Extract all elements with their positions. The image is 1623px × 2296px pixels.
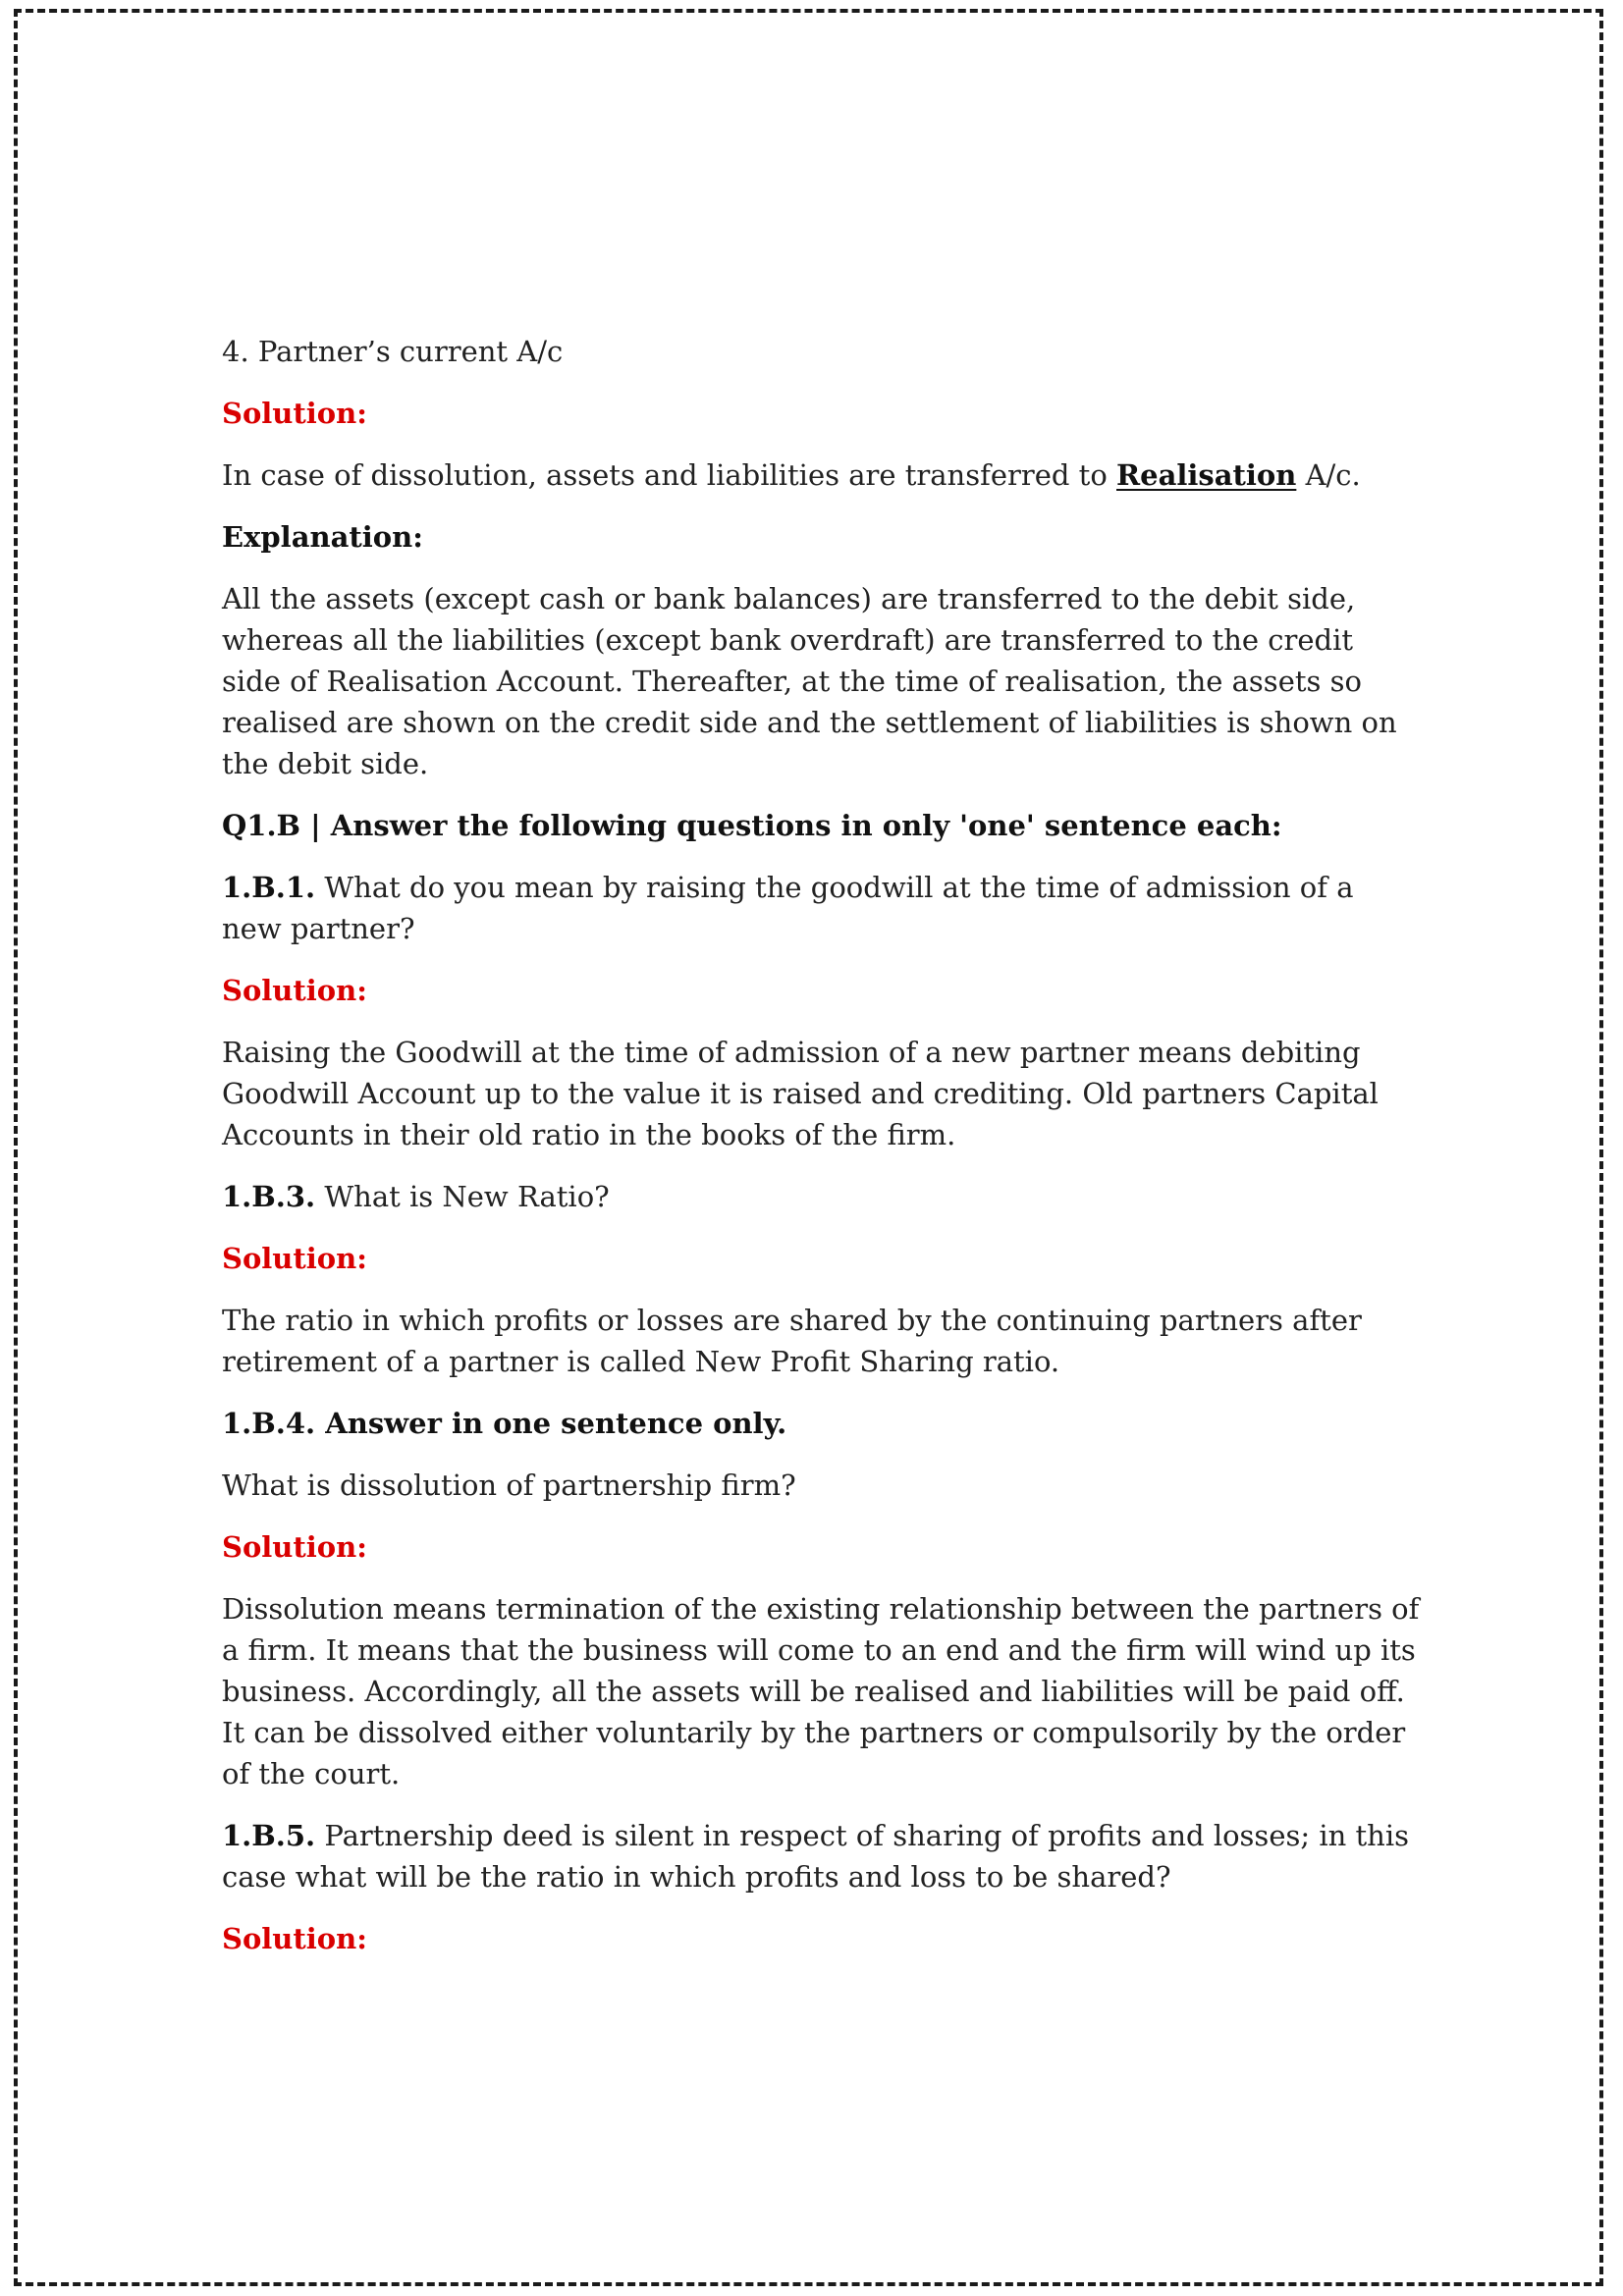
question-1b4-heading: 1.B.4. Answer in one sentence only. — [222, 1407, 787, 1440]
answer-1b3: The ratio in which profits or losses are shared by the continuing partners after retirement of a partner is called New Profit Sharing ratio. — [222, 1304, 1362, 1378]
answer-realisation — [222, 454, 1420, 496]
q1b-heading: Q1.B | Answer the following questions in only 'one' sentence each: — [222, 809, 1282, 842]
realisation-keyword: Realisation — [1116, 458, 1297, 492]
answer-1b1: Raising the Goodwill at the time of admission of a new partner means debiting Goodwill Account up to the value it is raised and crediting. Old partners Capital Accounts in their old ratio in the books of the firm. — [222, 1036, 1379, 1151]
question-1b4: What is dissolution of partnership firm? — [222, 1468, 796, 1502]
document-content — [222, 331, 1420, 1980]
solution-label: Solution: — [222, 1530, 367, 1564]
option-4: 4. Partner’s current A/c — [222, 335, 564, 368]
answer-text-post: A/c. — [1296, 458, 1361, 492]
explanation-text: All the assets (except cash or bank balances) are transferred to the debit side, whereas all the liabilities (except bank overdraft) are transferred to the credit side of Realisation Account. Thereafter, at the time of realisation, the assets so realised are shown on the credit side and the settlement of liabilities is shown on the debit side. — [222, 582, 1397, 780]
question-number: 1.B.3. — [222, 1180, 316, 1213]
solution-label: Solution: — [222, 1242, 367, 1275]
question-1b1 — [222, 867, 1420, 949]
question-number: 1.B.5. — [222, 1819, 316, 1852]
solution-label: Solution: — [222, 1922, 367, 1955]
solution-label: Solution: — [222, 974, 367, 1007]
question-1b3 — [222, 1176, 1420, 1217]
solution-label: Solution: — [222, 397, 367, 430]
explanation-label: Explanation: — [222, 520, 423, 554]
question-text: What do you mean by raising the goodwill at the time of admission of a new partner? — [222, 871, 1354, 945]
question-text: What is New Ratio? — [315, 1180, 610, 1213]
answer-text-pre: In case of dissolution, assets and liabilities are transferred to — [222, 458, 1117, 492]
question-number: 1.B.1. — [222, 871, 316, 904]
answer-1b4: Dissolution means termination of the existing relationship between the partners of a firm. It means that the business will come to an end and the firm will wind up its business. Accordingly, all the assets will be realised and liabilities will be paid off. It can be dissolved either voluntarily by the partners or compulsorily by the order of the court. — [222, 1592, 1420, 1790]
question-text: Partnership deed is silent in respect of sharing of profits and losses; in this case what will be the ratio in which profits and loss to be shared? — [222, 1819, 1410, 1894]
question-1b5 — [222, 1815, 1420, 1897]
